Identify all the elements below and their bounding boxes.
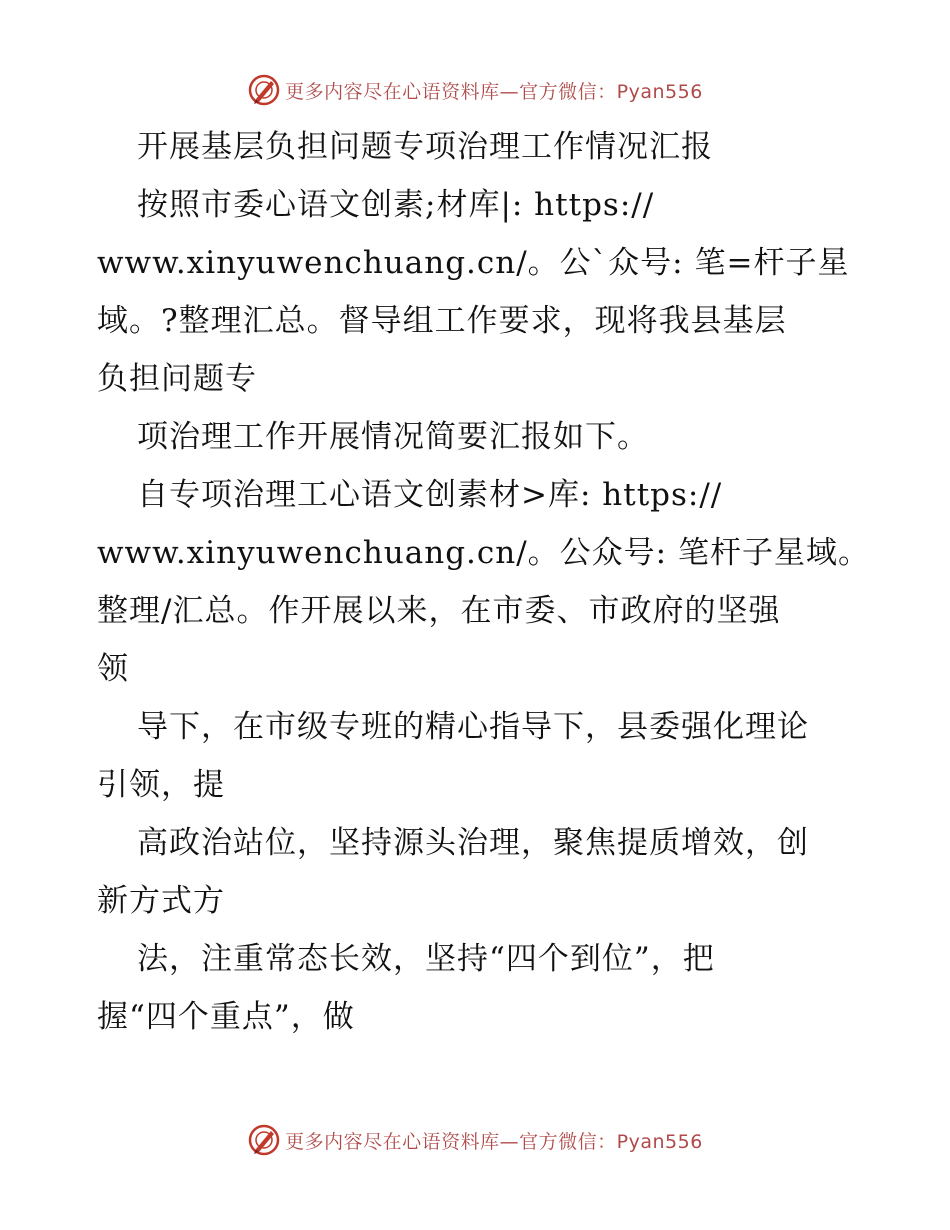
paragraph-line: www.xinyuwenchuang.cn/。公`众号: 笔=杆子星 [97,245,850,281]
header-banner-text: 更多内容尽在心语资料库—官方微信：Pyan556 [285,80,703,103]
paragraph-line: 握“四个重点”，做 [97,999,355,1035]
paragraph-line: 新方式方 [97,883,225,919]
paragraph-line: www.xinyuwenchuang.cn/。公众号: 笔杆子星域。 [97,535,870,571]
paragraph-line: 领 [97,651,129,687]
paragraph-line: 引领，提 [97,767,225,803]
pen-logo-icon [247,73,281,107]
paragraph-line: 自专项治理工心语文创素材>库: https:// [137,477,723,513]
footer-banner [0,1120,950,1160]
paragraph-line: 高政治站位，坚持源头治理，聚焦提质增效，创 [137,825,809,861]
pen-logo-icon [247,1123,281,1157]
paragraph-line: 整理/汇总。作开展以来，在市委、市政府的坚强 [97,593,781,629]
paragraph-line: 项治理工作开展情况简要汇报如下。 [137,419,649,455]
footer-banner-text: 更多内容尽在心语资料库—官方微信：Pyan556 [285,1130,703,1153]
document-body [97,118,870,1046]
header-banner [0,70,950,110]
paragraph-line: 域。?整理汇总。督导组工作要求，现将我县基层 [97,303,787,339]
paragraph-line: 法，注重常态长效，坚持“四个到位”，把 [137,941,715,977]
paragraph-line: 负担问题专 [97,361,257,397]
paragraph-line: 导下，在市级专班的精心指导下，县委强化理论 [137,709,809,745]
document-title: 开展基层负担问题专项治理工作情况汇报 [137,129,713,165]
paragraph-line: 按照市委心语文创素;材库|: https:// [137,187,655,223]
